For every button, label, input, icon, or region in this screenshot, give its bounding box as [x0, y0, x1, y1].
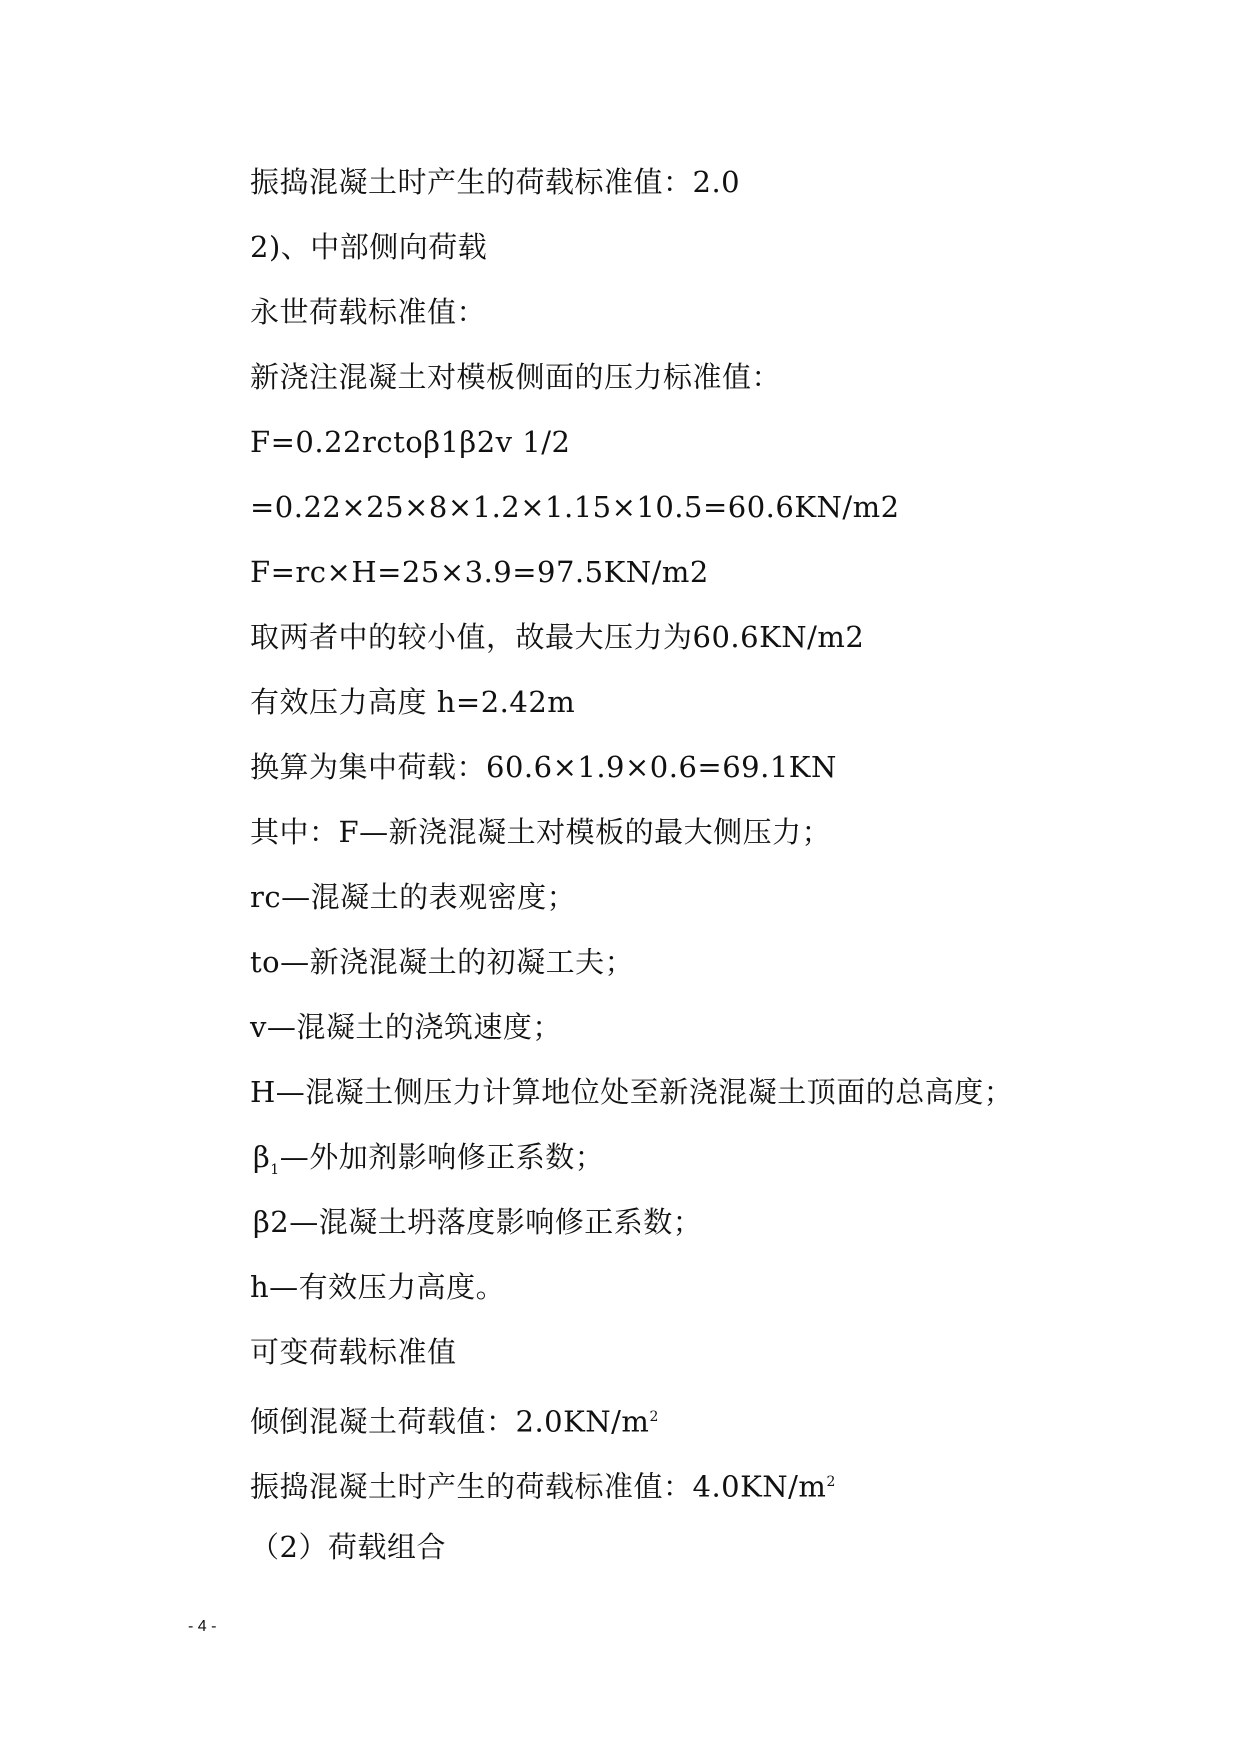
text-line-9: rc—混凝土的表观密度； — [250, 880, 577, 914]
text-line-8: 其中：F—新浇混凝土对模板的最大侧压力； — [250, 815, 832, 849]
text-line-13-rest: —外加剂影响修正系数； — [279, 1140, 605, 1174]
text-line-12: H—混凝土侧压力计算地位处至新浇混凝土顶面的总高度； — [250, 1075, 1014, 1109]
formula-line-1: F=0.22rctoβ1β2v 1/2 — [250, 425, 571, 459]
text-line-16: 可变荷载标准值 — [250, 1335, 457, 1369]
page-number: - 4 - — [188, 1618, 217, 1635]
text-line-18 — [250, 1462, 1210, 1527]
text-line-15: h—有效压力高度。 — [250, 1270, 506, 1304]
text-line-5: 取两者中的较小值，故最大压力为60.6KN/m2 — [250, 620, 865, 654]
text-line-17-main: 倾倒混凝土荷载值：2.0KN/m — [250, 1404, 650, 1439]
text-line-17 — [250, 1397, 1210, 1462]
text-line-10: to—新浇混凝土的初凝工夫； — [250, 945, 635, 979]
text-line-6: 有效压力高度 h=2.42m — [250, 685, 576, 719]
superscript-2: 2 — [826, 1474, 836, 1490]
formula-line-2: =0.22×25×8×1.2×1.15×10.5=60.6KN/m2 — [250, 490, 900, 524]
text-line-4: 新浇注混凝土对模板侧面的压力标准值： — [250, 360, 782, 394]
superscript-2: 2 — [649, 1409, 659, 1425]
formula-line-3: F=rc×H=25×3.9=97.5KN/m2 — [250, 555, 709, 589]
document-body — [250, 162, 1210, 1592]
text-line-7: 换算为集中荷载：60.6×1.9×0.6=69.1KN — [250, 750, 837, 784]
text-line-18-main: 振捣混凝土时产生的荷载标准值：4.0KN/m — [250, 1469, 827, 1504]
text-line-11: v—混凝土的浇筑速度； — [250, 1010, 562, 1044]
section-heading: （2）荷载组合 — [250, 1530, 446, 1564]
text-line-2: 2)、中部侧向荷载 — [250, 230, 488, 264]
text-line-1: 振捣混凝土时产生的荷载标准值：2.0 — [250, 165, 741, 199]
text-line-13 — [250, 1137, 1210, 1202]
beta-symbol: β — [253, 1140, 271, 1174]
beta-subscript: 1 — [270, 1161, 280, 1178]
text-line-14: β2—混凝土坍落度影响修正系数； — [253, 1205, 703, 1239]
text-line-3: 永世荷载标准值： — [250, 295, 487, 329]
